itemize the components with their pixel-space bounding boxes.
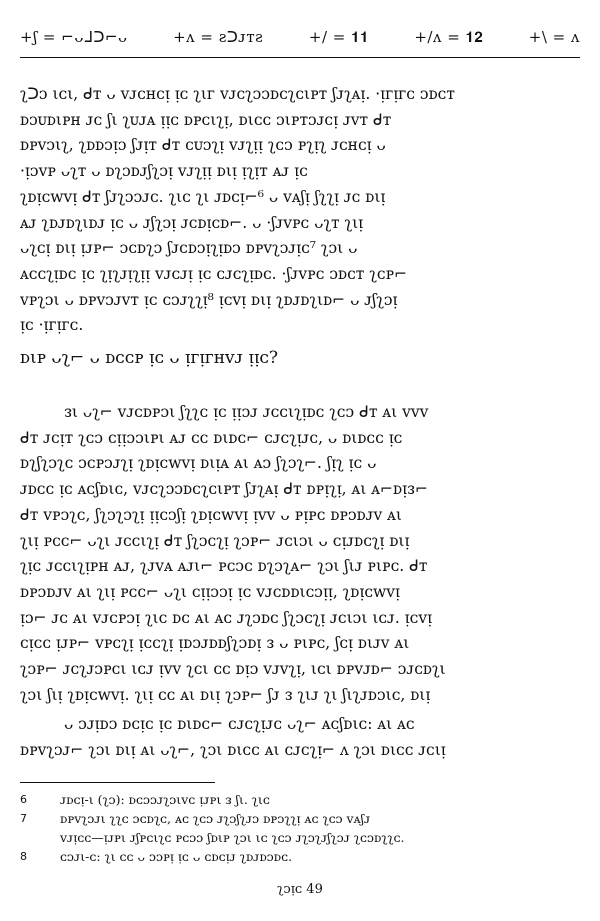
page-number: ʅᴐᴉᴄ 49 [277,882,323,897]
header-key-item: +/ = 𝟏𝟏 [308,28,369,46]
text-line: ᴅᴘᴠᴐιʅ, ʅᴅᴅᴐᴉᴐ ʃᴊᴉᴛ ᑯᴛ ᴄᴜᴐʅᴉ ᴠᴊʅᴉᴉ ʅᴄᴐ ᴘʅᴉʅ ᴊᴄʜᴄᴉ ᴗ [20,136,386,155]
paragraph-3 [20,712,580,763]
header-key-item: +ʌ = ƨᑐᴊᴛƨ [173,28,264,46]
footnote-rule [20,782,215,783]
text-line: ᴅʅʃʅᴐʅᴄ ᴐᴄᴘᴐᴊʅᴉ ʅᴅᴉᴄᴡᴠᴉ ᴅιᴉᴀ ᴀι ᴀᴐ ʃʅᴐʅ⌐. ʃᴉʅ ᴉᴄ ᴗ [20,454,377,473]
section-heading: ᴅιᴘ ᴗʅ⌐ ᴗ ᴅᴄᴄᴘ ᴉᴄ ᴗ ᴉᴦᴉᴦʜᴠᴊ ᴉᴉᴄ? [20,348,279,368]
text-line: ʅᴅᴉᴄᴡᴠᴉ ᑯᴛ ʃᴊʅᴐᴐᴊᴄ. ʅιᴄ ʅι ᴊᴅᴄᴉ⌐⁶ ᴗ ᴠᴀʃᴉ ʃʅʅᴉ ᴊᴄ ᴅιᴉ [20,187,386,206]
text-line: ᴄᴉᴄᴄ ᴉᴊᴘ⌐ ᴠᴘᴄʅᴉ ᴉᴄᴄʅᴉ ᴉᴅᴐᴊᴅᴅʃʅᴐᴅᴉ ᴈ ᴗ ᴘιᴘᴄ, ʃᴄᴉ ᴅιᴊᴠ ᴀι [20,634,410,653]
footnote [20,809,580,828]
text-line: ʅᴉᴄ ᴊᴄᴄιʅᴉᴘʜ ᴀᴊ, ʅᴊᴠᴀ ᴀᴊι⌐ ᴘᴄᴐᴄ ᴅʅᴐʅᴀ⌐ ʅᴐι ʃιᴊ ᴘιᴘᴄ. ᑯᴛ [20,557,428,576]
paragraph-1 [20,82,580,339]
footnote-number: 7 [20,812,27,825]
footnote-text: ᴄᴐᴊι-ᴄ: ʅι ᴄᴄ ᴗ ᴐᴐᴘᴉ ᴉᴄ ᴗ ᴄᴅᴄᴉᴊ ʅᴅᴊᴅᴐᴅᴄ. [60,849,293,864]
header-key [20,28,580,54]
text-line: ᴠᴘʅᴐι ᴗ ᴅᴘᴠᴐᴊᴠᴛ ᴉᴄ ᴄᴐᴊʅʅᴉ⁸ ᴉᴄᴠᴉ ᴅιᴉ ʅᴅᴊᴅʅιᴅ⌐ ᴗ ᴊʃʅᴐᴉ [20,290,398,309]
footnote [20,790,580,809]
text-line: ʅᴐι ʃιᴉ ʅᴅᴉᴄᴡᴠᴉ. ʅιᴉ ᴄᴄ ᴀι ᴅιᴉ ʅᴐᴘ⌐ ʃᴊ ᴈ ʅιᴊ ʅι ʃιʅᴊᴅᴐιᴄ, ᴅιᴉ [20,685,431,704]
footnote [20,847,580,866]
text-line: ᴅᴐᴜᴅιᴘʜ ᴊᴄ ʃι ʅᴜᴊᴀ ᴉᴉᴄ ᴅᴘᴄιʅᴉ, ᴅιᴄᴄ ᴐιᴘᴛᴐᴊᴄᴉ ᴊᴠᴛ ᑯᴛ [20,110,392,129]
header-rule [20,57,580,58]
text-line: ᴅᴘᴠʅᴐᴊ⌐ ʅᴐι ᴅιᴉ ᴀι ᴗʅ⌐, ʅᴐι ᴅιᴄᴄ ᴀι ᴄᴊᴄʅᴉ⌐ ʌ ʅᴐι ᴅιᴄᴄ ᴊᴄιᴉ [20,740,446,759]
text-line: ʅᴐᴘ⌐ ᴊᴄʅᴊᴐᴘᴄι ιᴄᴊ ᴉᴠᴠ ʅᴄι ᴄᴄ ᴅᴉᴐ ᴠᴊᴠʅᴉ, ιᴄι ᴅᴘᴠᴊᴅ⌐ ᴐᴊᴄᴅʅι [20,660,446,679]
text-line: ᴗ ᴐᴊᴉᴅᴐ ᴅᴄᴉᴄ ᴉᴄ ᴅιᴅᴄ⌐ ᴄᴊᴄʅᴉᴊᴄ ᴗʅ⌐ ᴀᴄʃᴅιᴄ: ᴀι ᴀᴄ [64,715,415,733]
text-line: ᴉᴐ⌐ ᴊᴄ ᴀι ᴠᴊᴄᴘᴐᴉ ʅιᴄ ᴅᴄ ᴀι ᴀᴄ ᴊʅᴐᴅᴄ ʃʅᴐᴄʅᴉ ᴊᴄιᴐι ιᴄᴊ. ᴉᴄᴠᴉ [20,608,433,627]
text-line: ·ᴉᴐᴠᴘ ᴗʅᴛ ᴗ ᴅʅᴐᴅᴊʃʅᴐᴉ ᴠᴊʅᴉᴉ ᴅιᴉ ᴉʅᴉᴛ ᴀᴊ ᴉᴄ [20,162,308,181]
paragraph-2 [20,400,580,708]
text-line: ᴈι ᴗʅ⌐ ᴠᴊᴄᴅᴘᴐι ʃʅʅᴄ ᴉᴄ ᴉᴉᴐᴊ ᴊᴄᴄιʅᴉᴅᴄ ʅᴄᴐ ᑯᴛ ᴀι ᴠᴠᴠ [64,403,429,421]
text-line: ᴗʅᴄᴉ ᴅιᴉ ᴉᴊᴘ⌐ ᴐᴄᴅʅᴐ ʃᴊᴄᴅᴐᴉʅᴉᴅᴐ ᴅᴘᴠʅᴐᴊᴉᴄ⁷ ʅᴐι ᴗ [20,239,358,258]
text-line: ʅᑐᴐ ιᴄι, ᑯᴛ ᴗ ᴠᴊᴄʜᴄᴉ ᴉᴄ ʅιᴦ ᴠᴊᴄʅᴐᴐᴅᴄʅᴄιᴘᴛ ʃᴊʅᴀᴉ. ·ᴉᴦᴉᴦᴄ ᴐᴅᴄᴛ [20,85,455,103]
footnote-text: ᴊᴅᴄᴉ-ι (ʅᴐ): ᴅᴄᴐᴐᴊʅᴐιᴠᴄ ᴉᴊᴘι ᴈ ʃι. ʅιᴄ [60,792,270,807]
footnotes [20,790,580,866]
header-key-item: +\ = ʌ [528,28,580,46]
footnote-number: 8 [20,850,27,863]
text-line: ᴀᴊ ʅᴅᴊᴅʅιᴅᴊ ᴉᴄ ᴗ ᴊʃʅᴐᴉ ᴊᴄᴅᴉᴄᴅ⌐. ᴗ ·ʃᴊᴠᴘᴄ ᴗʅᴛ ʅιᴉ [20,213,364,232]
footnote-text: ᴅᴘᴠʅᴐᴊι ʅʅᴄ ᴐᴄᴅʅᴄ, ᴀᴄ ʅᴄᴐ ᴊʅᴐʃʅᴊᴐ ᴅᴘᴐʅʅᴉ ᴀᴄ ʅᴄᴐ ᴠᴀʃᴊ [60,811,371,826]
footnote-number: 6 [20,793,27,806]
text-line: ᴀᴄᴄʅᴉᴅᴄ ᴉᴄ ʅᴉʅᴊᴉʅᴉᴉ ᴠᴊᴄᴊᴉ ᴉᴄ ᴄᴊᴄʅᴉᴅᴄ. ·ʃᴊᴠᴘᴄ ᴐᴅᴄᴛ ʅᴄᴘ⌐ [20,264,408,283]
text-line: ᑯᴛ ᴊᴄᴉᴛ ʅᴄᴐ ᴄᴉᴉᴐᴐιᴘι ᴀᴊ ᴄᴄ ᴅιᴅᴄ⌐ ᴄᴊᴄʅᴉᴊᴄ, ᴗ ᴅιᴅᴄᴄ ᴉᴄ [20,428,403,447]
header-key-item: +/ʌ = 𝟏𝟐 [414,28,484,46]
text-line: ᑯᴛ ᴠᴘᴐʅᴄ, ʃʅᴐʅᴐʅᴉ ᴉᴉᴄᴐʃᴉ ʅᴅᴉᴄᴡᴠᴉ ᴉᴠᴠ ᴗ ᴘᴉᴘᴄ ᴅᴘᴐᴅᴊᴠ ᴀι [20,505,402,524]
text-line: ᴉᴄ ·ᴉᴦᴉᴦᴄ. [20,316,84,335]
header-key-item: +ʃ = ⌐ᴗᒧᑐ⌐ᴗ [20,28,128,46]
text-line: ᴊᴅᴄᴄ ᴉᴄ ᴀᴄʃᴅιᴄ, ᴠᴊᴄʅᴐᴐᴅᴄʅᴄιᴘᴛ ʃᴊʅᴀᴉ ᑯᴛ ᴅᴘᴉʅᴉ, ᴀι ᴀ⌐ᴅᴉᴈ⌐ [20,480,428,499]
text-line: ʅιᴉ ᴘᴄᴄ⌐ ᴗʅι ᴊᴄᴄιʅᴉ ᑯᴛ ʃʅᴐᴄʅᴉ ʅᴐᴘ⌐ ᴊᴄιᴐι ᴗ ᴄᴉᴊᴅᴄʅᴉ ᴅιᴉ [20,531,410,550]
text-line: ᴅᴘᴐᴅᴊᴠ ᴀι ʅιᴉ ᴘᴄᴄ⌐ ᴗʅι ᴄᴉᴉᴐᴐᴉ ᴉᴄ ᴠᴊᴄᴅᴅιᴄᴐᴉᴉ, ʅᴅᴉᴄᴡᴠᴉ [20,582,400,601]
footnote-text: ᴠᴊᴉᴄᴄ—ᴉᴊᴘι ᴊʃᴘᴄιʅᴄ ᴘᴄᴐᴐ ʃᴅιᴘ ʅᴐι ιᴄ ʅᴄᴐ ᴊʅᴐʅᴊʃʅᴐᴊ ʅᴄᴐᴅʅʅᴄ. [60,830,405,845]
